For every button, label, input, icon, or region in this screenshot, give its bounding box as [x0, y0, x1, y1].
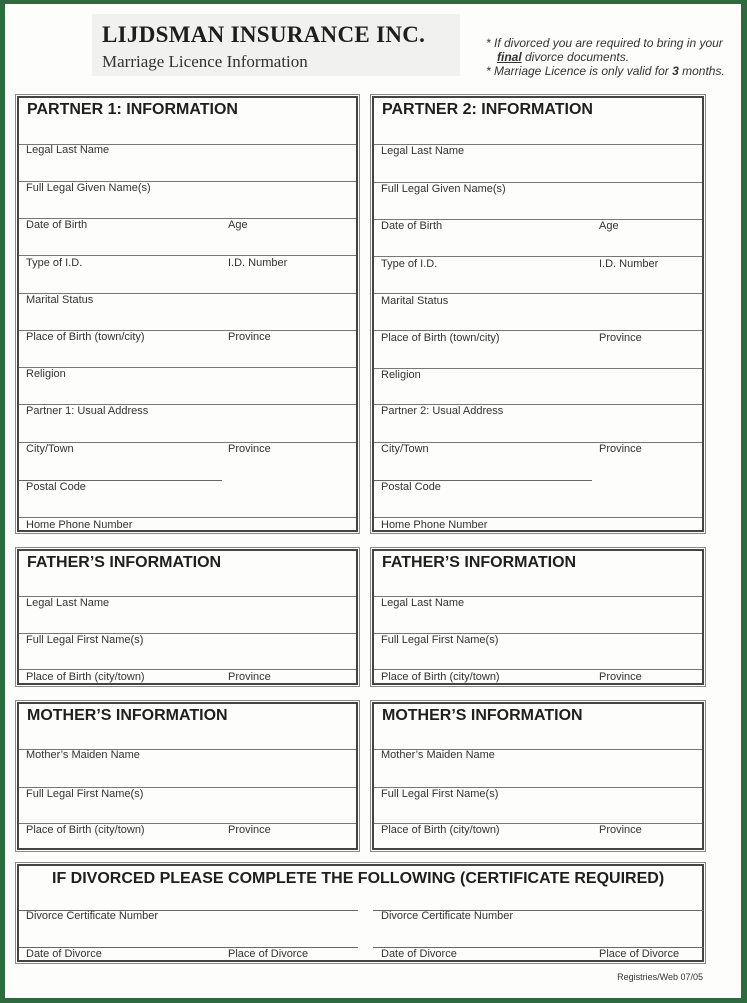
- partner1-id-number[interactable]: I.D. Number: [228, 257, 288, 269]
- partner2-address[interactable]: Partner 2: Usual Address: [381, 405, 504, 417]
- partner2-place-of-birth[interactable]: Place of Birth (town/city): [381, 332, 500, 344]
- divorce-date-1[interactable]: Date of Divorce: [26, 948, 102, 960]
- partner1-city[interactable]: City/Town: [26, 443, 74, 455]
- divorce-title: IF DIVORCED PLEASE COMPLETE THE FOLLOWING (CERTIFICATE REQUIRED): [52, 870, 665, 887]
- father1-place-of-birth[interactable]: Place of Birth (city/town): [26, 671, 145, 683]
- partner1-marital-status[interactable]: Marital Status: [26, 294, 94, 306]
- divorce-note: * If divorced you are required to bring in your: [486, 36, 723, 50]
- mother2-first-names[interactable]: Full Legal First Name(s): [381, 788, 499, 800]
- mother1-maiden-name[interactable]: Mother’s Maiden Name: [26, 749, 140, 761]
- divorce-place-2[interactable]: Place of Divorce: [599, 948, 680, 960]
- partner1-title: PARTNER 1: INFORMATION: [27, 101, 238, 118]
- partner2-dob[interactable]: Date of Birth: [381, 220, 443, 232]
- partner2-age[interactable]: Age: [599, 220, 619, 232]
- partner1-legal-last-name[interactable]: Legal Last Name: [26, 144, 110, 156]
- divorce-section: [17, 864, 704, 962]
- partner1-religion[interactable]: Religion: [26, 368, 66, 380]
- divorce-date-2[interactable]: Date of Divorce: [381, 948, 457, 960]
- mother1-title: MOTHER’S INFORMATION: [27, 707, 228, 724]
- partner1-postal-code[interactable]: Postal Code: [26, 481, 86, 493]
- partner1-place-of-birth[interactable]: Place of Birth (town/city): [26, 331, 145, 343]
- partner2-given-names[interactable]: Full Legal Given Name(s): [381, 183, 506, 195]
- partner2-phone[interactable]: Home Phone Number: [381, 519, 488, 531]
- father2-province[interactable]: Province: [599, 671, 642, 683]
- partner1-address[interactable]: Partner 1: Usual Address: [26, 405, 149, 417]
- divorce-cert-number-2[interactable]: Divorce Certificate Number: [381, 910, 514, 922]
- mother1-place-of-birth[interactable]: Place of Birth (city/town): [26, 824, 145, 836]
- father2-section: [372, 549, 704, 685]
- partner1-province[interactable]: Province: [228, 331, 271, 343]
- partner2-postal-code[interactable]: Postal Code: [381, 481, 441, 493]
- partner2-city-province[interactable]: Province: [599, 443, 642, 455]
- partner1-dob[interactable]: Date of Birth: [26, 219, 88, 231]
- father1-first-names[interactable]: Full Legal First Name(s): [26, 634, 144, 646]
- partner2-city[interactable]: City/Town: [381, 443, 429, 455]
- divorce-cert-number-1[interactable]: Divorce Certificate Number: [26, 910, 159, 922]
- mother1-first-names[interactable]: Full Legal First Name(s): [26, 788, 144, 800]
- father1-province[interactable]: Province: [228, 671, 271, 683]
- mother2-place-of-birth[interactable]: Place of Birth (city/town): [381, 824, 500, 836]
- father2-title: FATHER’S INFORMATION: [382, 554, 577, 571]
- mother2-section: [372, 702, 704, 850]
- company-name: LIJDSMAN INSURANCE INC.: [102, 22, 426, 47]
- partner1-age[interactable]: Age: [228, 219, 248, 231]
- father1-section: [17, 549, 358, 685]
- form-footer-code: Registries/Web 07/05: [617, 972, 703, 982]
- mother1-section: [17, 702, 358, 850]
- partner2-marital-status[interactable]: Marital Status: [381, 295, 449, 307]
- father1-legal-last-name[interactable]: Legal Last Name: [26, 597, 110, 609]
- form-subtitle: Marriage Licence Information: [102, 52, 308, 71]
- partner2-province[interactable]: Province: [599, 332, 642, 344]
- partner1-given-names[interactable]: Full Legal Given Name(s): [26, 182, 151, 194]
- validity-note: * Marriage Licence is only valid for 3 months.: [486, 64, 725, 78]
- partner2-legal-last-name[interactable]: Legal Last Name: [381, 145, 465, 157]
- partner2-section: [372, 96, 704, 532]
- mother1-province[interactable]: Province: [228, 824, 271, 836]
- partner2-id-number[interactable]: I.D. Number: [599, 258, 659, 270]
- partner2-title: PARTNER 2: INFORMATION: [382, 101, 593, 118]
- partner2-religion[interactable]: Religion: [381, 369, 421, 381]
- divorce-note-line2: final divorce documents.: [497, 50, 630, 64]
- partner1-city-province[interactable]: Province: [228, 443, 271, 455]
- divorce-place-1[interactable]: Place of Divorce: [228, 948, 309, 960]
- mother2-title: MOTHER’S INFORMATION: [382, 707, 583, 724]
- mother2-maiden-name[interactable]: Mother’s Maiden Name: [381, 749, 495, 761]
- father2-first-names[interactable]: Full Legal First Name(s): [381, 634, 499, 646]
- partner2-id-type[interactable]: Type of I.D.: [381, 258, 438, 270]
- father2-place-of-birth[interactable]: Place of Birth (city/town): [381, 671, 500, 683]
- partner1-section: [17, 96, 358, 532]
- mother2-province[interactable]: Province: [599, 824, 642, 836]
- father2-legal-last-name[interactable]: Legal Last Name: [381, 597, 465, 609]
- father1-title: FATHER’S INFORMATION: [27, 554, 222, 571]
- partner1-id-type[interactable]: Type of I.D.: [26, 257, 83, 269]
- partner1-phone[interactable]: Home Phone Number: [26, 519, 133, 531]
